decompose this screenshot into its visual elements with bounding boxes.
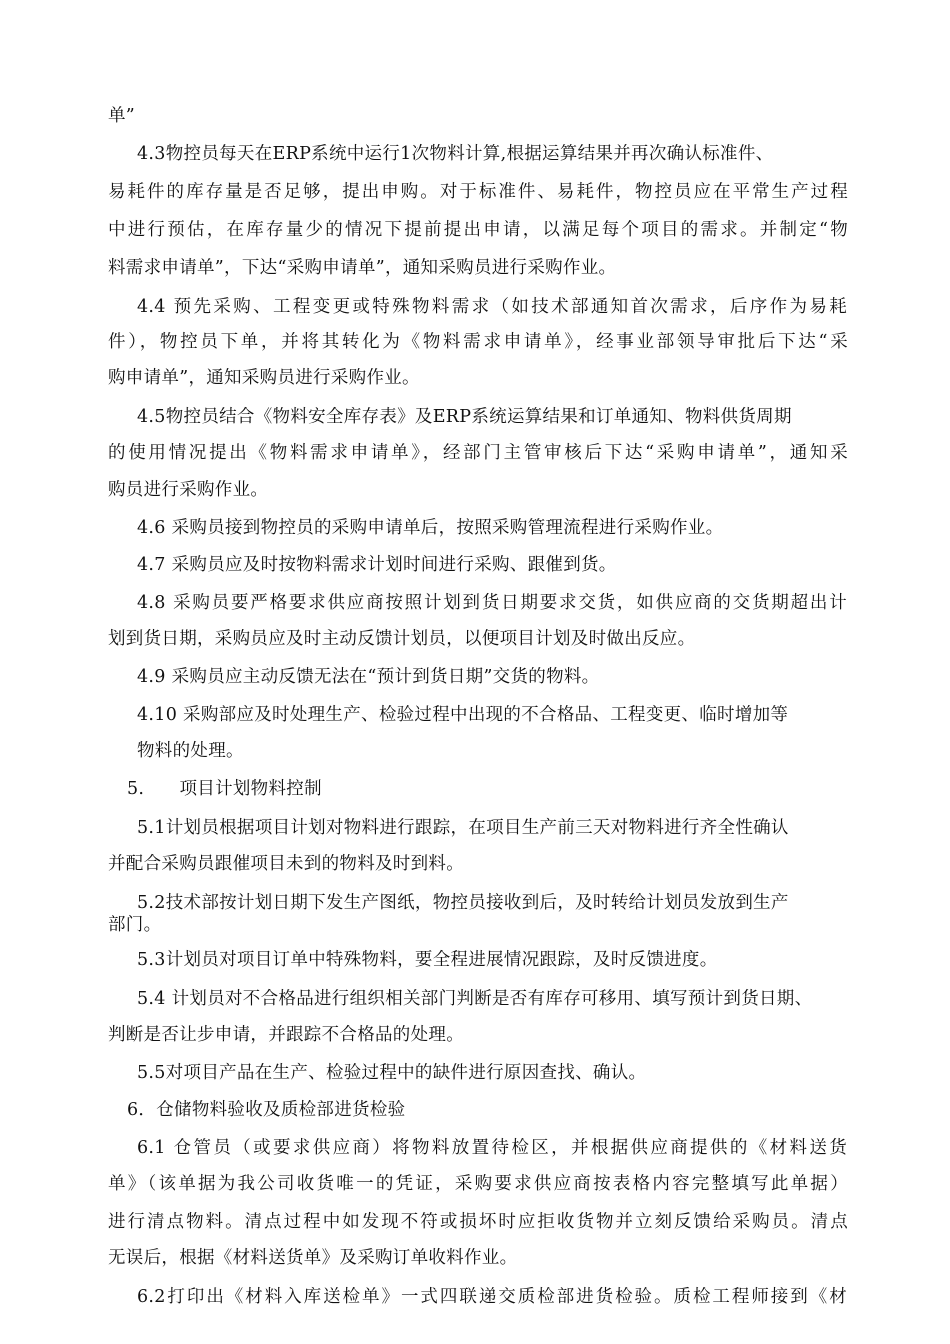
text-line: 4.10 采购部应及时处理生产、检验过程中出现的不合格品、工程变更、临时增加等 <box>137 705 789 725</box>
text-line: 物料的处理。 <box>137 741 244 761</box>
text-line: 部门。 <box>108 915 162 935</box>
text-line: 4.3物控员每天在ERP系统中运行1次物料计算,根据运算结果并再次确认标准件、 <box>137 144 774 164</box>
section-heading: 6．仓储物料验收及质检部进货检验 <box>127 1100 406 1120</box>
text-line: 4.6 采购员接到物控员的采购申请单后，按照采购管理流程进行采购作业。 <box>137 518 724 538</box>
text-line: 易耗件的库存量是否足够，提出申购。对于标准件、易耗件，物控员应在平常生产过程 <box>108 182 848 202</box>
text-line: 进行清点物料。清点过程中如发现不符或损坏时应拒收货物并立刻反馈给采购员。清点 <box>108 1212 848 1232</box>
text-line: 4.7 采购员应及时按物料需求计划时间进行采购、跟催到货。 <box>137 555 617 575</box>
text-line: 5.1计划员根据项目计划对物料进行跟踪，在项目生产前三天对物料进行齐全性确认 <box>137 818 789 838</box>
text-line: 5.3计划员对项目订单中特殊物料，要全程进展情况跟踪，及时反馈进度。 <box>137 950 718 970</box>
text-line: 6.2打印出《材料入库送检单》一式四联递交质检部进货检验。质检工程师接到《材 <box>137 1287 847 1307</box>
text-line: 划到货日期，采购员应及时主动反馈计划员，以便项目计划及时做出反应。 <box>108 629 696 649</box>
text-line: 5.4 计划员对不合格品进行组织相关部门判断是否有库存可移用、填写预计到货日期、 <box>137 989 813 1009</box>
text-line: 中进行预估，在库存量少的情况下提前提出申请，以满足每个项目的需求。并制定“物 <box>108 220 848 240</box>
text-line: 并配合采购员跟催项目未到的物料及时到料。 <box>108 854 464 874</box>
text-line: 4.8 采购员要严格要求供应商按照计划到货日期要求交货，如供应商的交货期超出计 <box>137 593 847 613</box>
text-line: 5.5对项目产品在生产、检验过程中的缺件进行原因查找、确认。 <box>137 1063 647 1083</box>
section-heading: 5. 项目计划物料控制 <box>127 779 322 799</box>
text-line: 的使用情况提出《物料需求申请单》，经部门主管审核后下达“采购申请单”，通知采 <box>108 443 848 463</box>
text-line: 4.9 采购员应主动反馈无法在“预计到货日期”交货的物料。 <box>137 667 600 687</box>
text-line: 无误后，根据《材料送货单》及采购订单收料作业。 <box>108 1248 518 1268</box>
text-line: 单》（该单据为我公司收货唯一的凭证，采购要求供应商按表格内容完整填写此单据） <box>108 1174 848 1194</box>
text-line: 料需求申请单”，下达“采购申请单”，通知采购员进行采购作业。 <box>108 258 617 278</box>
text-line: 单” <box>108 106 136 126</box>
text-line: 购员进行采购作业。 <box>108 480 269 500</box>
text-line: 购申请单”，通知采购员进行采购作业。 <box>108 368 420 388</box>
text-line: 6.1 仓管员（或要求供应商）将物料放置待检区，并根据供应商提供的《材料送货 <box>137 1138 847 1158</box>
text-line: 判断是否让步申请，并跟踪不合格品的处理。 <box>108 1025 464 1045</box>
text-line: 4.4 预先采购、工程变更或特殊物料需求（如技术部通知首次需求，后序作为易耗 <box>137 297 847 317</box>
text-line: 件），物控员下单，并将其转化为《物料需求申请单》，经事业部领导审批后下达“采 <box>108 332 848 352</box>
text-line: 5.2技术部按计划日期下发生产图纸，物控员接收到后，及时转给计划员发放到生产 <box>137 893 789 913</box>
text-line: 4.5物控员结合《物料安全库存表》及ERP系统运算结果和订单通知、物料供货周期 <box>137 407 792 427</box>
